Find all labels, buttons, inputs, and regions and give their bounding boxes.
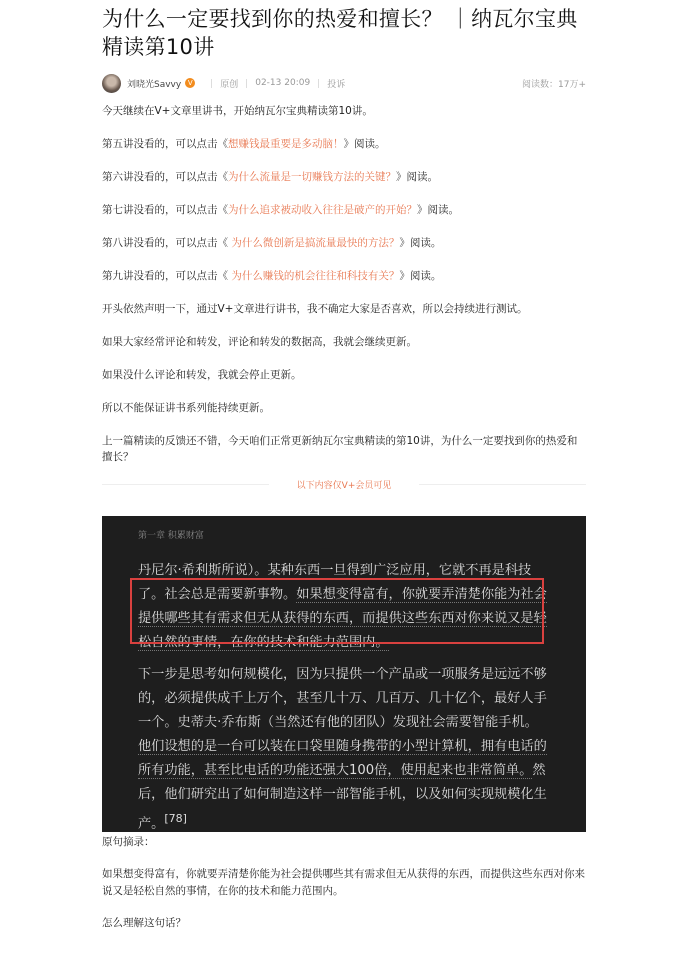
divider bbox=[246, 79, 247, 88]
paragraph: 所以不能保证讲书系列能持续更新。 bbox=[102, 402, 270, 414]
text: 第八讲没看的，可以点击《 bbox=[102, 237, 228, 249]
article-link[interactable]: 为什么追求被动收入往往是破产的开始？ bbox=[228, 204, 417, 216]
chapter-label: 第一章 积累财富 bbox=[138, 531, 204, 541]
divider-line bbox=[102, 484, 269, 485]
text: 第五讲没看的，可以点击《 bbox=[102, 138, 228, 150]
members-only-divider bbox=[102, 478, 586, 491]
excerpt-paragraph bbox=[138, 663, 550, 836]
original-tag: 原创 bbox=[220, 79, 239, 90]
text: 》阅读。 bbox=[396, 171, 438, 183]
text: 丹尼尔·希利斯所说）。某种东西一旦得到广泛应用，它就不再是科技了。社会总是需要新事物。 bbox=[138, 563, 532, 602]
link-paragraph bbox=[102, 169, 586, 185]
publish-time: 02-13 20:09 bbox=[255, 78, 311, 88]
underlined-text: 他们设想的是一台可以装在口袋里随身携带的小型计算机，拥有电话的所有功能，甚至比电话的功能还强大100倍，使用起来也非常简单。 bbox=[138, 739, 547, 778]
paragraph: 如果没什么评论和转发，我就会停止更新。 bbox=[102, 369, 302, 381]
article-link[interactable]: 想赚钱最重要是多动脑！ bbox=[228, 138, 344, 150]
divider bbox=[318, 79, 319, 88]
paragraph: 怎么理解这句话？ bbox=[102, 917, 186, 929]
link-paragraph bbox=[102, 202, 586, 218]
read-count: 阅读数：17万+ bbox=[522, 79, 586, 90]
highlighted-text: 如果想变得富有，你就要弄清楚你能为社会提供哪些其有需求但无从获得的东西，而提供这些东西对你来说又是轻松自然的事情，在你的技术和能力范围内。 bbox=[138, 587, 547, 650]
text: 第六讲没看的，可以点击《 bbox=[102, 171, 228, 183]
text: 第七讲没看的，可以点击《 bbox=[102, 204, 228, 216]
text: 第九讲没看的，可以点击《 bbox=[102, 270, 228, 282]
text: 》阅读。 bbox=[343, 138, 386, 150]
article-continued bbox=[102, 834, 586, 932]
book-excerpt-image bbox=[102, 516, 586, 832]
divider-line bbox=[419, 484, 586, 485]
members-only-label: 以下内容仅V+会员可见 bbox=[296, 481, 392, 491]
article-link[interactable]: 为什么流量是一切赚钱方法的关键？ bbox=[228, 171, 396, 183]
text: 》阅读。 bbox=[399, 237, 442, 249]
article bbox=[102, 0, 586, 947]
link-paragraph bbox=[102, 268, 586, 284]
paragraph: 原句摘录： bbox=[102, 836, 155, 848]
text: 下一步是思考如何规模化，因为只提供一个产品或一项服务是远远不够的，必须提供成千上万个，甚至几十万、几百万、几十亿个，最好人手一个。史蒂夫·乔布斯（当然还有他的团队）发现社会需要智能手机。 bbox=[138, 667, 547, 730]
article-link[interactable]: 为什么赚钱的机会往往和科技有关？ bbox=[228, 270, 400, 282]
quote-paragraph: 如果想变得富有，你就要弄清楚你能为社会提供哪些其有需求但无从获得的东西，而提供这些东西对你来说又是轻松自然的事情，在你的技术和能力范围内。 bbox=[102, 868, 585, 897]
verified-badge-icon: V bbox=[185, 78, 195, 88]
text: 》阅读。 bbox=[399, 270, 442, 282]
highlight-box bbox=[130, 578, 544, 644]
text: 然后，他们研究出了如何制造这样一部智能手机，以及如何实现规模化生产。 bbox=[138, 763, 547, 832]
text: 》阅读。 bbox=[417, 204, 459, 216]
divider bbox=[211, 79, 212, 88]
footnote: [78] bbox=[164, 812, 187, 825]
intro-paragraph: 今天继续在V+文章里讲书，开始纳瓦尔宝典精读第10讲。 bbox=[102, 105, 373, 117]
article-link[interactable]: 为什么微创新是搞流量最快的方法？ bbox=[228, 237, 400, 249]
paragraph: 开头依然声明一下，通过V+文章进行讲书，我不确定大家是否喜欢，所以会持续进行测试。 bbox=[102, 303, 528, 315]
report-link[interactable]: 投诉 bbox=[327, 79, 346, 90]
link-paragraph bbox=[102, 136, 586, 152]
paragraph: 如果大家经常评论和转发，评论和转发的数据高，我就会继续更新。 bbox=[102, 336, 417, 348]
author-name[interactable]: 刘晓光Savvy bbox=[127, 79, 182, 90]
article-body bbox=[102, 103, 586, 465]
article-title: 为什么一定要找到你的热爱和擅长？ ｜纳瓦尔宝典精读第10讲 bbox=[102, 7, 578, 59]
article-meta bbox=[102, 71, 586, 95]
link-paragraph bbox=[102, 235, 586, 251]
paragraph: 上一篇精读的反馈还不错，今天咱们正常更新纳瓦尔宝典精读的第10讲，为什么一定要找到你的热爱和擅长？ bbox=[102, 435, 578, 463]
avatar[interactable] bbox=[102, 74, 121, 93]
